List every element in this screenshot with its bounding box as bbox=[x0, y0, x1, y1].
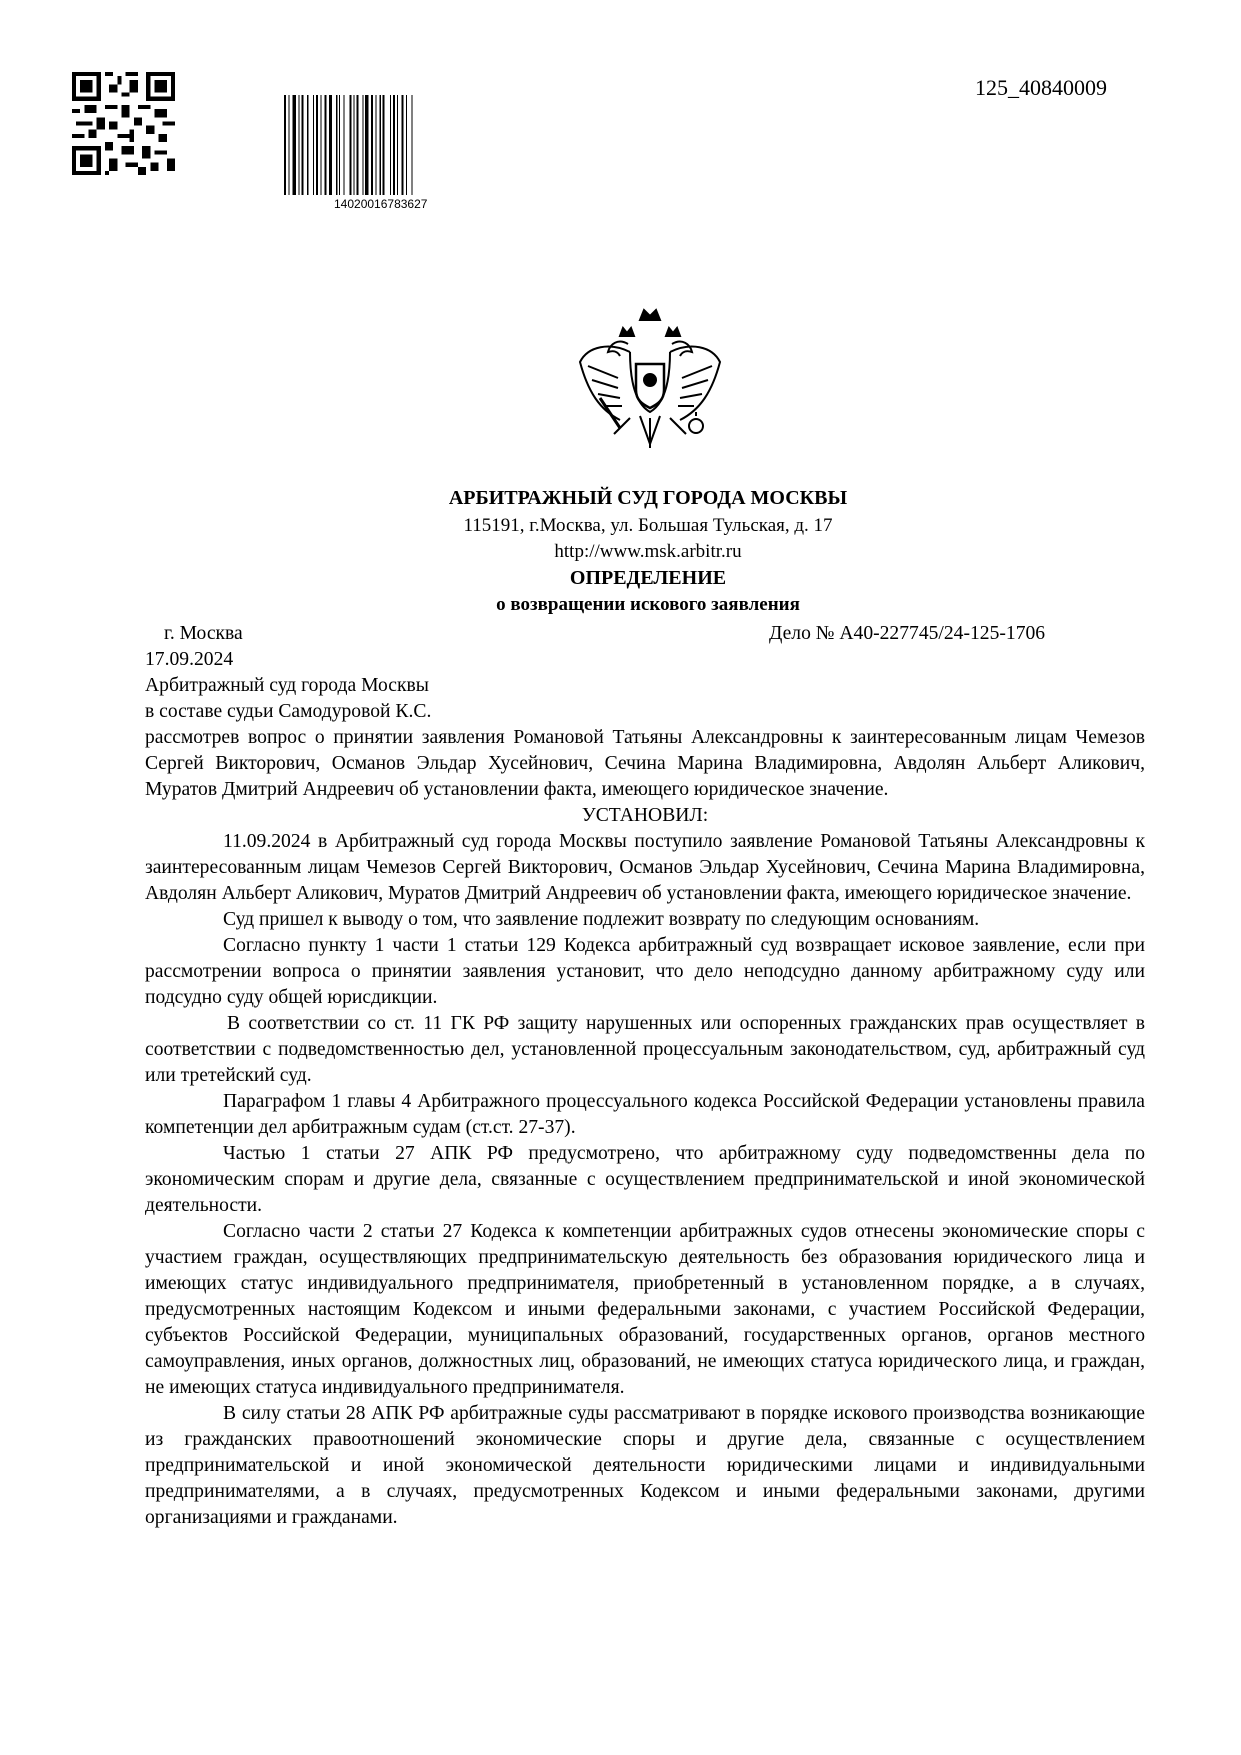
barcode-number: 14020016783627 bbox=[334, 197, 428, 211]
body-paragraph: В силу статьи 28 АПК РФ арбитражные суды рассматривают в порядке искового производства возникающие из гражданских правоотношений экономические споры и другие дела, связанные с осуществлением предпринимательской и иной экономической деятельности юридическими лицами и индивидуальными предпринимателями, а в случаях, предусмотренных Кодексом и иными федеральными законами, другими организациями и гражданами. bbox=[145, 1403, 1145, 1528]
barcode-icon bbox=[284, 95, 454, 195]
document-date: 17.09.2024 bbox=[145, 649, 234, 670]
court-address: 115191, г.Москва, ул. Большая Тульская, д. 17 bbox=[463, 515, 833, 536]
body-paragraph: В соответствии со ст. 11 ГК РФ защиту нарушенных или оспоренных гражданских прав осуществляет в соответствии с подведомственностью дел, установленной процессуальным законодательством, суд, арбитражный суд или третейский суд. bbox=[145, 1013, 1145, 1086]
document-subtitle: о возвращении искового заявления bbox=[496, 594, 800, 615]
qr-code-icon bbox=[72, 72, 175, 175]
court-name: АРБИТРАЖНЫЙ СУД ГОРОДА МОСКВЫ bbox=[448, 487, 848, 509]
document-city: г. Москва bbox=[164, 623, 243, 644]
case-number: Дело № А40-227745/24-125-1706 bbox=[769, 623, 1046, 644]
intro-line: в составе судьи Самодуровой К.С. bbox=[145, 701, 432, 722]
considering-paragraph: рассмотрев вопрос о принятии заявления Романовой Татьяны Александровны к заинтересованным лицам Чемезов Сергей Викторович, Османов Эльдар Хусейнович, Сечина Марина Владимировна, Авдолян Альберт Аликович, Муратов Дмитрий Андреевич об установлении факта, имеющего юридическое значение. bbox=[145, 727, 1145, 800]
document-type: ОПРЕДЕЛЕНИЕ bbox=[569, 567, 727, 589]
established-heading: УСТАНОВИЛ: bbox=[581, 805, 709, 826]
body-paragraph: Параграфом 1 главы 4 Арбитражного процессуального кодекса Российской Федерации установлены правила компетенции дел арбитражным судам (ст.ст. 27-37). bbox=[145, 1091, 1145, 1138]
document-id: 125_40840009 bbox=[975, 75, 1107, 100]
body-paragraph: Согласно пункту 1 части 1 статьи 129 Кодекса арбитражный суд возвращает исковое заявление, если при рассмотрении вопроса о принятии заявления установит, что дело неподсудно данному арбитражному суду или подсудно суду общей юрисдикции. bbox=[145, 935, 1145, 1008]
body-paragraph: Согласно части 2 статьи 27 Кодекса к компетенции арбитражных судов отнесены экономические споры с участием граждан, осуществляющих предпринимательскую деятельность без образования юридического лица и имеющих статус индивидуального предпринимателя, приобретенный в установленном порядке, а в случаях, предусмотренных настоящим Кодексом и иными федеральными законами, с участием Российской Федерации, субъектов Российской Федерации, муниципальных образований, государственных органов, органов местного самоуправления, иных органов, должностных лиц, образований, не имеющих статуса юридического лица, и граждан, не имеющих статуса индивидуального предпринимателя. bbox=[145, 1221, 1145, 1398]
document-body bbox=[145, 725, 1145, 1531]
court-website: http://www.msk.arbitr.ru bbox=[554, 541, 742, 562]
intro-line: Арбитражный суд города Москвы bbox=[145, 675, 429, 696]
body-paragraph: 11.09.2024 в Арбитражный суд города Москвы поступило заявление Романовой Татьяны Александровны к заинтересованным лицам Чемезов Сергей Викторович, Османов Эльдар Хусейнович, Сечина Марина Владимировна, Авдолян Альберт Аликович, Муратов Дмитрий Андреевич об установлении факта, имеющего юридическое значение. bbox=[145, 831, 1145, 904]
body-paragraph: Суд пришел к выводу о том, что заявление подлежит возврату по следующим основаниям. bbox=[223, 909, 980, 930]
body-paragraph: Частью 1 статьи 27 АПК РФ предусмотрено, что арбитражному суду подведомственны дела по экономическим спорам и другие дела, связанные с осуществлением предпринимательской и иной экономической деятельности. bbox=[145, 1143, 1145, 1216]
coat-of-arms-icon bbox=[570, 298, 730, 460]
